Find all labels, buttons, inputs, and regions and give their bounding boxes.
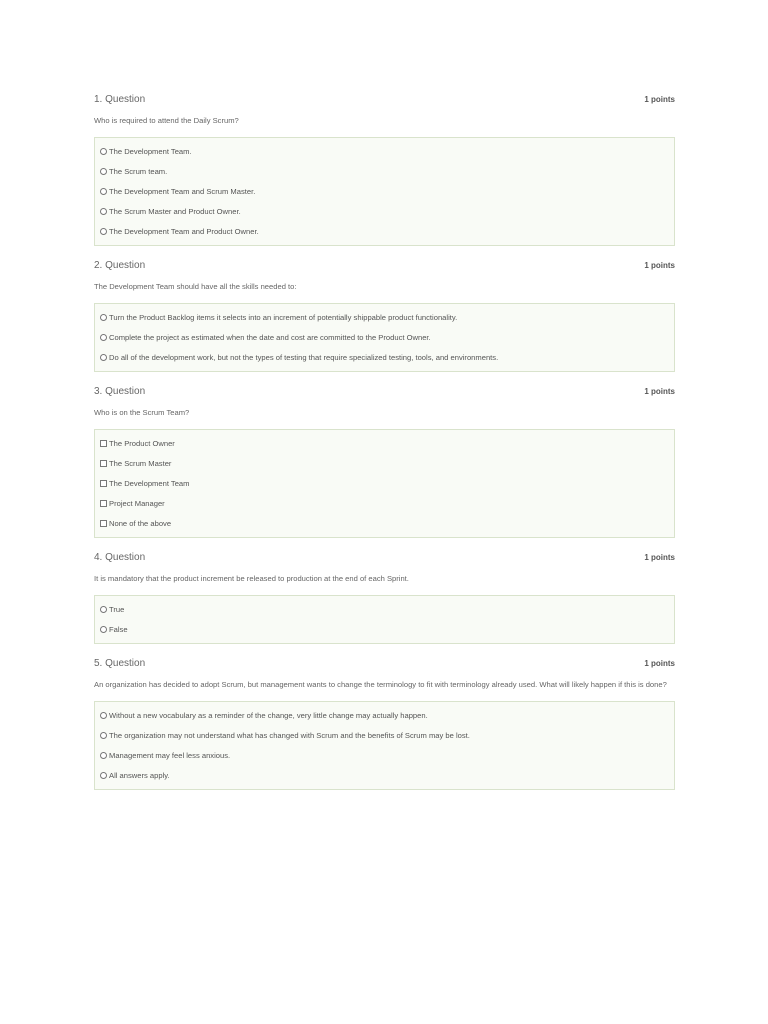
answer-options [94, 429, 675, 538]
question-text: The Development Team should have all the skills needed to: [94, 282, 297, 291]
radio-button-icon[interactable] [100, 228, 107, 235]
answer-label: False [109, 624, 128, 634]
quiz-container [94, 94, 675, 804]
checkbox-icon[interactable] [100, 480, 107, 487]
answer-label: The Development Team and Scrum Master. [109, 186, 256, 196]
answer-option[interactable] [100, 347, 669, 367]
question-title: 2. Question [94, 260, 146, 271]
radio-button-icon[interactable] [100, 188, 107, 195]
question-points: 1 points [644, 387, 675, 396]
checkbox-icon[interactable] [100, 440, 107, 447]
radio-button-icon[interactable] [100, 354, 107, 361]
question-title: 5. Question [94, 658, 146, 669]
question-text: Who is required to attend the Daily Scrum? [94, 116, 239, 125]
answer-label: The Product Owner [109, 438, 175, 448]
radio-button-icon[interactable] [100, 334, 107, 341]
checkbox-icon[interactable] [100, 500, 107, 507]
question-header [94, 552, 675, 566]
radio-button-icon[interactable] [100, 732, 107, 739]
answer-option[interactable] [100, 453, 669, 473]
answer-label: Management may feel less anxious. [109, 750, 231, 760]
answer-option[interactable] [100, 181, 669, 201]
answer-option[interactable] [100, 493, 669, 513]
answer-label: The Scrum Master and Product Owner. [109, 206, 241, 216]
question-title: 4. Question [94, 552, 146, 563]
question-5 [94, 658, 675, 790]
answer-label: None of the above [109, 518, 172, 528]
question-header [94, 94, 675, 108]
answer-option[interactable] [100, 161, 669, 181]
checkbox-icon[interactable] [100, 520, 107, 527]
answer-label: Without a new vocabulary as a reminder of the change, very little change may actually happen. [109, 710, 428, 720]
answer-label: Complete the project as estimated when the date and cost are committed to the Product Owner. [109, 332, 431, 342]
answer-label: All answers apply. [109, 770, 170, 780]
question-header [94, 658, 675, 672]
question-text: Who is on the Scrum Team? [94, 408, 190, 417]
question-points: 1 points [644, 261, 675, 270]
answer-label: The organization may not understand what has changed with Scrum and the benefits of Scrum may be lost. [109, 730, 470, 740]
answer-label: The Development Team. [109, 146, 192, 156]
radio-button-icon[interactable] [100, 148, 107, 155]
answer-label: The Scrum team. [109, 166, 168, 176]
question-text: An organization has decided to adopt Scrum, but management wants to change the terminology to fit with terminology already used. What will likely happen if this is done? [94, 680, 667, 689]
checkbox-icon[interactable] [100, 460, 107, 467]
answer-option[interactable] [100, 599, 669, 619]
radio-button-icon[interactable] [100, 712, 107, 719]
radio-button-icon[interactable] [100, 208, 107, 215]
radio-button-icon[interactable] [100, 626, 107, 633]
answer-option[interactable] [100, 307, 669, 327]
answer-option[interactable] [100, 221, 669, 241]
answer-options [94, 701, 675, 790]
question-3 [94, 386, 675, 538]
answer-label: Do all of the development work, but not the types of testing that require specialized testing, tools, and environments. [109, 352, 499, 362]
answer-option[interactable] [100, 745, 669, 765]
question-points: 1 points [644, 553, 675, 562]
answer-options [94, 303, 675, 372]
radio-button-icon[interactable] [100, 168, 107, 175]
answer-options [94, 595, 675, 644]
answer-label: The Development Team [109, 478, 190, 488]
answer-label: The Scrum Master [109, 458, 172, 468]
question-1 [94, 94, 675, 246]
answer-label: True [109, 604, 125, 614]
answer-option[interactable] [100, 473, 669, 493]
question-points: 1 points [644, 659, 675, 668]
question-header [94, 386, 675, 400]
radio-button-icon[interactable] [100, 606, 107, 613]
question-4 [94, 552, 675, 644]
answer-option[interactable] [100, 327, 669, 347]
question-points: 1 points [644, 95, 675, 104]
answer-option[interactable] [100, 201, 669, 221]
answer-label: The Development Team and Product Owner. [109, 226, 259, 236]
answer-option[interactable] [100, 705, 669, 725]
answer-option[interactable] [100, 141, 669, 161]
answer-option[interactable] [100, 433, 669, 453]
radio-button-icon[interactable] [100, 752, 107, 759]
question-2 [94, 260, 675, 372]
answer-label: Turn the Product Backlog items it selects into an increment of potentially shippable product functionality. [109, 312, 458, 322]
answer-options [94, 137, 675, 246]
answer-option[interactable] [100, 619, 669, 639]
answer-option[interactable] [100, 725, 669, 745]
radio-button-icon[interactable] [100, 772, 107, 779]
question-header [94, 260, 675, 274]
answer-option[interactable] [100, 765, 669, 785]
question-title: 3. Question [94, 386, 146, 397]
question-title: 1. Question [94, 94, 146, 105]
question-text: It is mandatory that the product increment be released to production at the end of each Sprint. [94, 574, 409, 583]
answer-option[interactable] [100, 513, 669, 533]
radio-button-icon[interactable] [100, 314, 107, 321]
answer-label: Project Manager [109, 498, 165, 508]
